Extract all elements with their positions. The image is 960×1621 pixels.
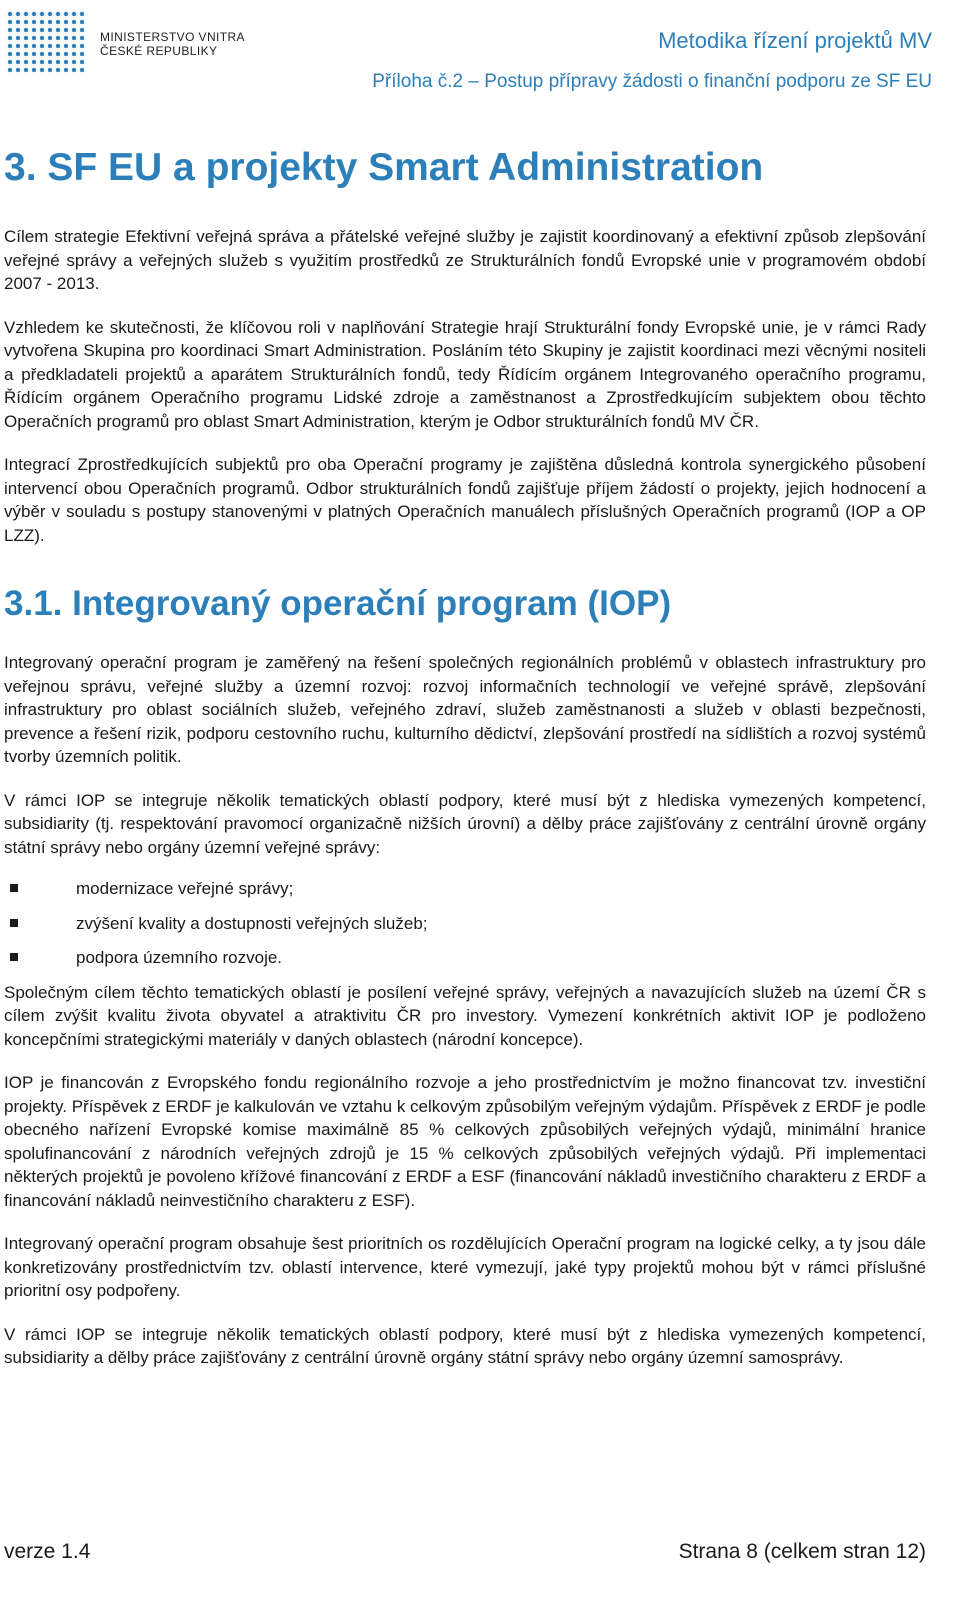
logo-line-2: ČESKÉ REPUBLIKY (100, 44, 218, 58)
subsection-paragraph-3: Společným cílem těchto tematických oblastí je posílení veřejné správy, veřejných a navazujících služeb na území ČR s cílem zvýšit kvalitu života obyvatel a atraktivitu ČR pro investory. Vymezení konkrétních aktivit IOP je podloženo koncepčními strategickými materiály v daných oblastech (národní koncepce). (4, 982, 926, 1049)
dot-grid-emblem-icon (4, 6, 94, 76)
subsection-heading-wrap (4, 583, 926, 625)
page-content (4, 145, 926, 1370)
subsection-paragraph-2: V rámci IOP se integruje několik tematických oblastí podpory, které musí být z hlediska vymezených kompetencí, subsidiarity (tj. respektování pravomocí organizačně nižších úrovní) a dělby práce zajišťovány z centrální úrovně orgány státní správy nebo orgány územní veřejné správy: (4, 790, 926, 857)
square-bullet-icon (10, 919, 18, 927)
square-bullet-icon (10, 884, 18, 892)
bullet-list (4, 877, 926, 970)
list-item (76, 912, 926, 936)
section-paragraph-1: Cílem strategie Efektivní veřejná správa a přátelské veřejné služby je zajistit koordinovaný a efektivní způsob zlepšování veřejné správy a veřejných služeb s využitím prostředků ze Strukturálních fondů Evropské unie v programovém období 2007 - 2013. (4, 227, 926, 293)
subsection-paragraph-4: IOP je financován z Evropského fondu regionálního rozvoje a jeho prostřednictvím je možno financovat tzv. investiční projekty. Příspěvek z ERDF je kalkulován ve vztahu k celkovým způsobilým veřejným výdajům. Příspěvek z ERDF je podle obecného nařízení Evropské komise maximálně 85 % celkových způsobilých veřejných výdajů, minimální hranice spolufinancování z národních veřejných zdrojů je 15 % celkových způsobilých veřejných výdajů. Při implementaci některých projektů je povoleno křížové financování z ERDF a ESF (financování nákladů investičního charakteru z ERDF a financování nákladů neinvestičního charakteru z ESF). (4, 1073, 926, 1210)
list-item (76, 877, 926, 901)
logo-line-1: MINISTERSTVO VNITRA (100, 30, 245, 44)
section-paragraph-2: Vzhledem ke skutečnosti, že klíčovou roli v naplňování Strategie hrají Strukturální fondy Evropské unie, je v rámci Rady vytvořena Skupina pro koordinaci Smart Administration. Posláním této Skupiny je zajistit koordinaci mezi věcnými nositeli a předkladateli projektů a aparátem Strukturálních fondů, tedy Řídícím orgánem Integrovaného operačního programu, Řídícím orgánem Operačního programu Lidské zdroje a zaměstnanost a Zprostředkujícím subjektem obou těchto Operačních programů pro oblast Smart Administration, kterým je Odbor strukturálních fondů MV ČR. (4, 317, 926, 431)
page-header (0, 0, 960, 100)
logo-text (100, 30, 245, 58)
square-bullet-icon (10, 953, 18, 961)
subsection-paragraph-1: Integrovaný operační program je zaměřený na řešení společných regionálních problémů v oblastech infrastruktury pro veřejnou správu, veřejné služby a územní rozvoj: rozvoj informačních technologií ve veřejné správě, zlepšování infrastruktury pro oblast sociálních služeb, veřejného zdraví, služeb zaměstnanosti a služeb v oblasti bezpečnosti, prevence a řešení rizik, podporu cestovního ruchu, kulturního dědictví, zlepšování prostředí na sídlištích a rozvoj systémů tvorby územních politik. (4, 653, 926, 766)
document-subtitle: Příloha č.2 – Postup přípravy žádosti o finanční podporu ze SF EU (372, 71, 932, 92)
subsection-paragraph-6: V rámci IOP se integruje několik tematických oblastí podpory, které musí být z hlediska vymezených kompetencí, subsidiarity a dělby práce zajišťovány z centrální úrovně orgány státní správy nebo orgány územní samosprávy. (4, 1324, 926, 1367)
subsection-paragraph-5: Integrovaný operační program obsahuje šest prioritních os rozdělujících Operační program na logické celky, a ty jsou dále konkretizovány prostřednictvím tzv. oblastí intervence, které vymezují, jaké typy projektů mohou být v rámci příslušné prioritní osy podpořeny. (4, 1234, 926, 1300)
list-item-text: zvýšení kvality a dostupnosti veřejných služeb; (76, 913, 428, 933)
list-item (76, 946, 926, 970)
list-item-text: modernizace veřejné správy; (76, 879, 294, 898)
subsection-heading: 3.1. Integrovaný operační program (IOP) (4, 584, 672, 623)
list-item-text: podpora územního rozvoje. (76, 948, 283, 967)
section-heading: 3. SF EU a projekty Smart Administration (4, 146, 764, 189)
ministry-logo (4, 6, 254, 78)
page-footer (4, 1540, 926, 1580)
version-label: verze 1.4 (4, 1540, 91, 1563)
document-title: Metodika řízení projektů MV (658, 28, 932, 53)
section-paragraph-3: Integrací Zprostředkujících subjektů pro oba Operační programy je zajištěna důsledná kontrola synergického působení intervencí obou Operačních programů. Odbor strukturálních fondů zajišťuje příjem žádostí o projekty, jejich hodnocení a výběr v souladu s postupy stanovenými v platných Operačních manuálech příslušných Operačních programů (IOP a OP LZZ). (4, 455, 926, 545)
page-number: Strana 8 (celkem stran 12) (678, 1540, 926, 1563)
